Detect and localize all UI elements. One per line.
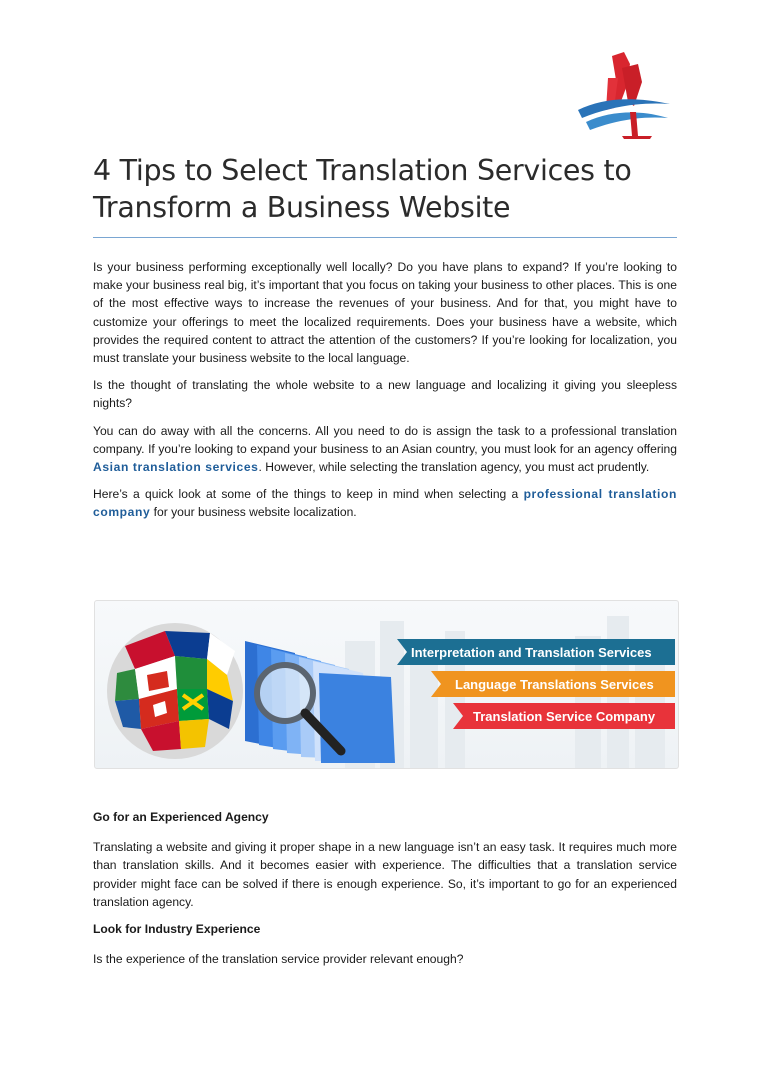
- ribbon-2-label: Language Translations Services: [455, 677, 654, 692]
- paragraph-text: You can do away with all the concerns. All you need to do is assign the task to a professional translation company. If you’re looking to expand your business to an Asian country, you must look for an agency offering: [93, 423, 677, 456]
- ribbon-2: [431, 671, 675, 697]
- paragraph: [93, 422, 677, 477]
- paragraph-text: Here’s a quick look at some of the things to keep in mind when selecting a: [93, 487, 524, 502]
- tips-section: [93, 808, 677, 977]
- section-heading: Look for Industry Experience: [93, 922, 261, 937]
- ribbon-3-label: Translation Service Company: [473, 709, 656, 724]
- asian-translation-services-link[interactable]: Asian translation services: [93, 460, 259, 475]
- section-heading: Go for an Experienced Agency: [93, 810, 269, 824]
- company-logo: [572, 48, 676, 144]
- section-paragraph: Is the experience of the translation service provider relevant enough?: [93, 952, 464, 967]
- page-title: 4 Tips to Select Translation Services to Transform a Business Website: [93, 154, 632, 224]
- translation-services-banner: [94, 600, 679, 769]
- title-divider: [93, 237, 677, 238]
- professional-translation-company-link[interactable]: professional translation company: [93, 487, 677, 520]
- flag-globe-icon: [107, 623, 243, 759]
- intro-text: [93, 258, 677, 531]
- ribbon-3: [453, 703, 675, 729]
- paragraph-text: . However, while selecting the translation agency, you must act prudently.: [258, 460, 650, 475]
- ribbon-1-label: Interpretation and Translation Services: [411, 645, 652, 660]
- section-paragraph: Translating a website and giving it proper shape in a new language isn’t an easy task. It requires much more than translation skills. And it becomes easier with experience. The difficulties that a translation service provider might face can be solved if there is enough experience. So, it’s important to go for an experienced translation agency.: [93, 840, 677, 909]
- paragraph: Is your business performing exceptionally well locally? Do you have plans to expand? If you’re looking to make your business real big, it’s important that you focus on taking your business to other places. This is one of the most effective ways to increase the revenues of your business. And for that, you might have to customize your offerings to meet the localized requirements. Does your business have a website, which provides the required content to attract the attention of the customers? If you’re looking for localization, you must translate your business website to the local language.: [93, 260, 677, 366]
- paragraph: [93, 485, 677, 521]
- ribbon-1: [397, 639, 675, 665]
- paragraph-text: for your business website localization.: [150, 505, 357, 520]
- paragraph: Is the thought of translating the whole website to a new language and localizing it giving you sleepless nights?: [93, 378, 677, 411]
